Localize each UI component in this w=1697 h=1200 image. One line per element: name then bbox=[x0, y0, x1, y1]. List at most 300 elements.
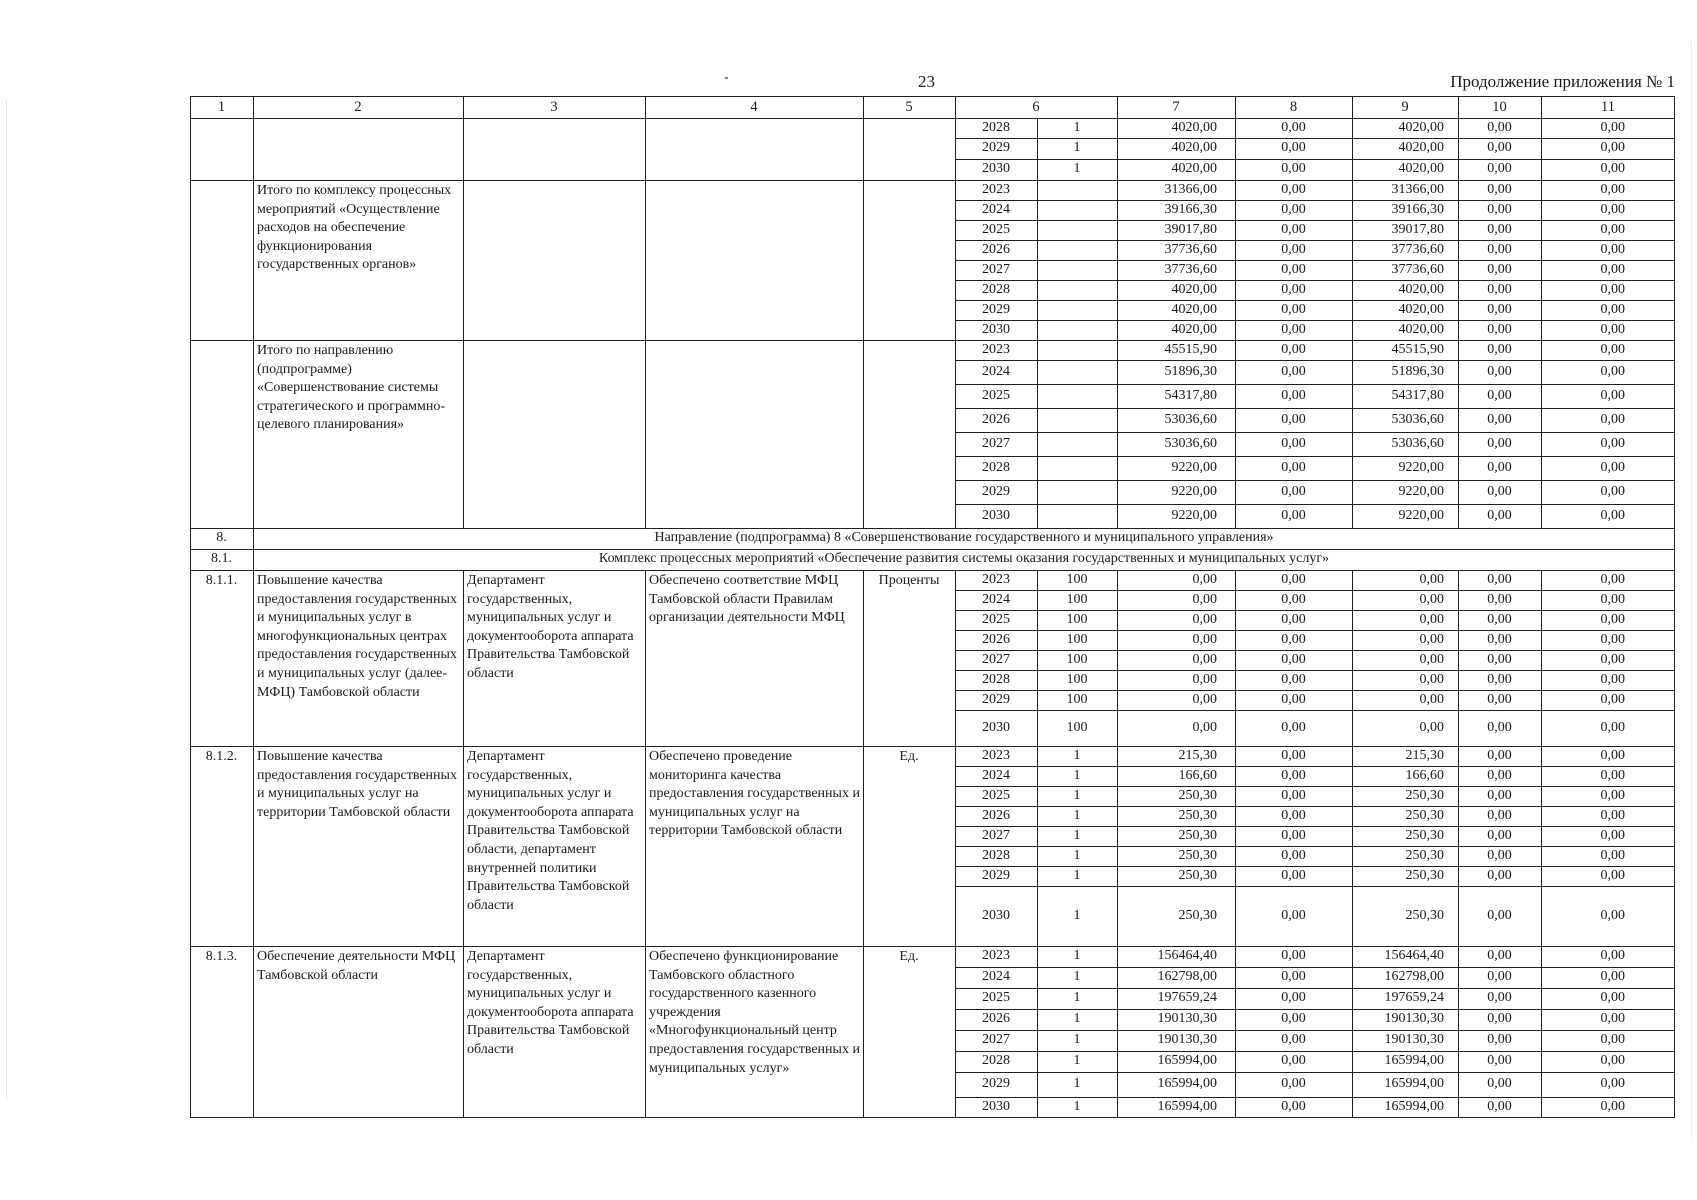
local-amount: 0,00 bbox=[1487, 507, 1512, 523]
total-amount: 0,00 bbox=[1192, 592, 1217, 607]
column-number-5: 5 bbox=[905, 99, 913, 115]
item-number: 8.1.1. bbox=[205, 573, 238, 588]
local-amount: 0,00 bbox=[1487, 612, 1512, 627]
other-amount: 0,00 bbox=[1600, 342, 1625, 357]
local-amount: 0,00 bbox=[1487, 828, 1512, 843]
year-row-rule bbox=[955, 886, 1675, 887]
other-amount: 0,00 bbox=[1600, 507, 1625, 523]
header-divider bbox=[1117, 96, 1118, 118]
regional-amount: 197659,24 bbox=[1384, 990, 1444, 1005]
total-amount: 162798,00 bbox=[1157, 969, 1217, 984]
column-number-11: 11 bbox=[1601, 99, 1615, 115]
local-amount: 0,00 bbox=[1487, 342, 1512, 357]
year-cell: 2023 bbox=[982, 748, 1010, 763]
year-cell: 2026 bbox=[982, 808, 1010, 823]
scan-margin-left bbox=[6, 100, 8, 1100]
federal-amount: 0,00 bbox=[1281, 202, 1306, 217]
federal-amount: 0,00 bbox=[1281, 262, 1306, 277]
federal-amount: 0,00 bbox=[1281, 612, 1306, 627]
indicator-value: 100 bbox=[1066, 632, 1088, 647]
federal-amount: 0,00 bbox=[1281, 848, 1306, 863]
column-rule bbox=[253, 746, 254, 946]
column-number-9: 9 bbox=[1401, 99, 1409, 115]
column-rule bbox=[253, 180, 254, 340]
total-amount: 190130,30 bbox=[1157, 1032, 1217, 1047]
year-cell: 2027 bbox=[982, 262, 1010, 277]
item-number: 8.1.2. bbox=[205, 749, 238, 764]
other-amount: 0,00 bbox=[1600, 990, 1625, 1005]
other-amount: 0,00 bbox=[1600, 140, 1625, 155]
regional-amount: 51896,30 bbox=[1391, 363, 1444, 379]
total-amount: 190130,30 bbox=[1157, 1011, 1217, 1026]
year-cell: 2023 bbox=[982, 342, 1010, 357]
total-amount: 0,00 bbox=[1192, 672, 1217, 687]
local-amount: 0,00 bbox=[1487, 808, 1512, 823]
local-amount: 0,00 bbox=[1487, 652, 1512, 667]
section-number: 8.1. bbox=[211, 551, 232, 566]
year-cell: 2030 bbox=[982, 1099, 1010, 1114]
total-amount: 39166,30 bbox=[1164, 202, 1217, 217]
year-cell: 2023 bbox=[982, 948, 1010, 963]
total-amount: 9220,00 bbox=[1171, 507, 1217, 523]
regional-amount: 250,30 bbox=[1405, 808, 1444, 823]
regional-amount: 250,30 bbox=[1405, 868, 1444, 883]
local-amount: 0,00 bbox=[1487, 1032, 1512, 1047]
federal-amount: 0,00 bbox=[1281, 652, 1306, 667]
regional-amount: 250,30 bbox=[1405, 907, 1444, 923]
header-divider bbox=[253, 96, 254, 118]
federal-amount: 0,00 bbox=[1281, 692, 1306, 707]
local-amount: 0,00 bbox=[1487, 161, 1512, 176]
year-cell: 2024 bbox=[982, 969, 1010, 984]
federal-amount: 0,00 bbox=[1281, 828, 1306, 843]
year-cell: 2030 bbox=[982, 161, 1010, 176]
regional-amount: 162798,00 bbox=[1384, 969, 1444, 984]
year-cell: 2026 bbox=[982, 1011, 1010, 1026]
total-amount: 4020,00 bbox=[1171, 140, 1217, 155]
total-amount: 0,00 bbox=[1192, 632, 1217, 647]
cell-divider bbox=[1037, 340, 1038, 360]
federal-amount: 0,00 bbox=[1281, 507, 1306, 523]
federal-amount: 0,00 bbox=[1281, 387, 1306, 403]
federal-amount: 0,00 bbox=[1281, 969, 1306, 984]
item-responsible: Департамент государственных, муниципальных услуг и документооборота аппарата Правительства Тамбовской области bbox=[467, 573, 634, 681]
year-cell: 2028 bbox=[982, 120, 1010, 135]
regional-amount: 4020,00 bbox=[1398, 302, 1444, 317]
year-cell: 2029 bbox=[982, 692, 1010, 707]
column-number-3: 3 bbox=[550, 99, 558, 115]
federal-amount: 0,00 bbox=[1281, 1032, 1306, 1047]
local-amount: 0,00 bbox=[1487, 483, 1512, 499]
federal-amount: 0,00 bbox=[1281, 182, 1306, 197]
item-name: Повышение качества предоставления государственных и муниципальных услуг в многофункциональных центрах предоставления государственных и муниципальных услуг (далее- МФЦ) Тамбовской области bbox=[257, 573, 457, 700]
indicator-value: 1 bbox=[1073, 907, 1081, 923]
year-row-rule bbox=[955, 432, 1675, 433]
other-amount: 0,00 bbox=[1600, 161, 1625, 176]
column-number-1: 1 bbox=[217, 99, 226, 115]
indicator-value: 100 bbox=[1066, 672, 1088, 687]
regional-amount: 9220,00 bbox=[1398, 507, 1444, 523]
indicator-value: 1 bbox=[1073, 969, 1081, 984]
local-amount: 0,00 bbox=[1487, 411, 1512, 427]
column-rule bbox=[863, 118, 864, 180]
local-amount: 0,00 bbox=[1487, 322, 1512, 337]
column-rule bbox=[1674, 340, 1675, 528]
indicator-value: 1 bbox=[1073, 1076, 1081, 1091]
regional-amount: 165994,00 bbox=[1384, 1053, 1444, 1068]
column-rule bbox=[863, 180, 864, 340]
regional-amount: 54317,80 bbox=[1391, 387, 1444, 403]
column-rule bbox=[1674, 570, 1675, 746]
total-amount: 4020,00 bbox=[1171, 120, 1217, 135]
other-amount: 0,00 bbox=[1600, 242, 1625, 257]
federal-amount: 0,00 bbox=[1281, 161, 1306, 176]
header-divider bbox=[1458, 96, 1459, 118]
local-amount: 0,00 bbox=[1487, 387, 1512, 403]
regional-amount: 4020,00 bbox=[1398, 161, 1444, 176]
indicator-value: 1 bbox=[1073, 828, 1081, 843]
page-number: 23 bbox=[918, 72, 935, 91]
year-cell: 2025 bbox=[982, 788, 1010, 803]
local-amount: 0,00 bbox=[1487, 692, 1512, 707]
cell-divider bbox=[1037, 480, 1038, 504]
total-amount: 166,60 bbox=[1178, 768, 1217, 783]
indicator-value: 1 bbox=[1073, 748, 1081, 763]
local-amount: 0,00 bbox=[1487, 1099, 1512, 1114]
other-amount: 0,00 bbox=[1600, 459, 1625, 475]
indicator-value: 100 bbox=[1066, 612, 1088, 627]
column-rule bbox=[863, 570, 864, 746]
total-amount: 165994,00 bbox=[1157, 1099, 1217, 1114]
regional-amount: 45515,90 bbox=[1391, 342, 1444, 357]
other-amount: 0,00 bbox=[1600, 435, 1625, 451]
year-cell: 2030 bbox=[982, 907, 1010, 923]
indicator-value: 1 bbox=[1073, 161, 1081, 176]
regional-amount: 0,00 bbox=[1419, 672, 1444, 687]
item-unit: Ед. bbox=[899, 949, 919, 964]
other-amount: 0,00 bbox=[1600, 828, 1625, 843]
item-number: 8.1.3. bbox=[205, 949, 238, 964]
other-amount: 0,00 bbox=[1600, 483, 1625, 499]
local-amount: 0,00 bbox=[1487, 948, 1512, 963]
other-amount: 0,00 bbox=[1600, 262, 1625, 277]
column-rule bbox=[190, 570, 191, 746]
year-cell: 2028 bbox=[982, 459, 1010, 475]
regional-amount: 0,00 bbox=[1419, 652, 1444, 667]
regional-amount: 165994,00 bbox=[1384, 1099, 1444, 1114]
regional-amount: 53036,60 bbox=[1391, 435, 1444, 451]
year-cell: 2030 bbox=[982, 507, 1010, 523]
indicator-value: 1 bbox=[1073, 848, 1081, 863]
regional-amount: 250,30 bbox=[1405, 788, 1444, 803]
section-title: Направление (подпрограмма) 8 «Совершенствование государственного и муниципального управления» bbox=[654, 530, 1274, 545]
indicator-value: 1 bbox=[1073, 990, 1081, 1005]
header-divider bbox=[1352, 96, 1353, 118]
item-responsible: Департамент государственных, муниципальных услуг и документооборота аппарата Правительства Тамбовской области, департамент внутренней политики Правительства Тамбовской области bbox=[467, 749, 634, 913]
total-amount: 54317,80 bbox=[1164, 387, 1217, 403]
regional-amount: 0,00 bbox=[1419, 632, 1444, 647]
cell-divider bbox=[1037, 320, 1038, 340]
year-cell: 2029 bbox=[982, 868, 1010, 883]
other-amount: 0,00 bbox=[1600, 1032, 1625, 1047]
item-result: Обеспечено функционирование Тамбовского областного государственного казенного учреждения «Многофункциональный центр предоставления государственных и муниципальных услуг» bbox=[649, 949, 860, 1076]
year-cell: 2025 bbox=[982, 990, 1010, 1005]
local-amount: 0,00 bbox=[1487, 242, 1512, 257]
column-rule bbox=[190, 946, 191, 1117]
year-cell: 2027 bbox=[982, 1032, 1010, 1047]
federal-amount: 0,00 bbox=[1281, 1053, 1306, 1068]
other-amount: 0,00 bbox=[1600, 302, 1625, 317]
item-name: Повышение качества предоставления государственных и муниципальных услуг на территории Тамбовской области bbox=[257, 749, 457, 820]
header-divider bbox=[645, 96, 646, 118]
federal-amount: 0,00 bbox=[1281, 868, 1306, 883]
item-result: Обеспечено соответствие МФЦ Тамбовской области Правилам организации деятельности МФЦ bbox=[649, 573, 845, 626]
regional-amount: 190130,30 bbox=[1384, 1011, 1444, 1026]
federal-amount: 0,00 bbox=[1281, 363, 1306, 379]
column-rule bbox=[645, 118, 646, 180]
column-rule bbox=[190, 746, 191, 946]
year-cell: 2028 bbox=[982, 672, 1010, 687]
other-amount: 0,00 bbox=[1600, 363, 1625, 379]
column-rule bbox=[463, 570, 464, 746]
indicator-value: 1 bbox=[1073, 788, 1081, 803]
total-amount: 4020,00 bbox=[1171, 161, 1217, 176]
local-amount: 0,00 bbox=[1487, 868, 1512, 883]
other-amount: 0,00 bbox=[1600, 1011, 1625, 1026]
scan-margin-right bbox=[1691, 40, 1693, 1140]
local-amount: 0,00 bbox=[1487, 672, 1512, 687]
year-cell: 2029 bbox=[982, 140, 1010, 155]
total-amount: 215,30 bbox=[1178, 748, 1217, 763]
indicator-value: 1 bbox=[1073, 140, 1081, 155]
column-rule bbox=[253, 570, 254, 746]
column-rule bbox=[1674, 946, 1675, 1117]
year-cell: 2028 bbox=[982, 282, 1010, 297]
year-cell: 2028 bbox=[982, 1053, 1010, 1068]
local-amount: 0,00 bbox=[1487, 302, 1512, 317]
other-amount: 0,00 bbox=[1600, 969, 1625, 984]
column-rule bbox=[253, 946, 254, 1117]
item-unit: Проценты bbox=[878, 573, 940, 588]
federal-amount: 0,00 bbox=[1281, 632, 1306, 647]
item-name: Итого по комплексу процессных мероприятий «Осуществление расходов на обеспечение функционирования государственных органов» bbox=[257, 183, 452, 273]
total-amount: 250,30 bbox=[1178, 868, 1217, 883]
federal-amount: 0,00 bbox=[1281, 459, 1306, 475]
year-row-rule bbox=[955, 480, 1675, 481]
local-amount: 0,00 bbox=[1487, 1076, 1512, 1091]
indicator-value: 1 bbox=[1073, 1011, 1081, 1026]
federal-amount: 0,00 bbox=[1281, 788, 1306, 803]
federal-amount: 0,00 bbox=[1281, 948, 1306, 963]
header-divider bbox=[190, 96, 191, 118]
local-amount: 0,00 bbox=[1487, 907, 1512, 923]
cell-divider bbox=[1037, 180, 1038, 200]
federal-amount: 0,00 bbox=[1281, 1099, 1306, 1114]
other-amount: 0,00 bbox=[1600, 387, 1625, 403]
regional-amount: 250,30 bbox=[1405, 848, 1444, 863]
column-number-2: 2 bbox=[354, 99, 362, 115]
other-amount: 0,00 bbox=[1600, 222, 1625, 237]
indicator-value: 100 bbox=[1066, 719, 1088, 735]
cell-divider bbox=[1037, 280, 1038, 300]
cell-divider bbox=[1037, 432, 1038, 456]
header-divider bbox=[863, 96, 864, 118]
budget-table bbox=[190, 96, 1675, 1170]
year-cell: 2030 bbox=[982, 322, 1010, 337]
total-amount: 250,30 bbox=[1178, 808, 1217, 823]
other-amount: 0,00 bbox=[1600, 612, 1625, 627]
total-amount: 9220,00 bbox=[1171, 483, 1217, 499]
federal-amount: 0,00 bbox=[1281, 1076, 1306, 1091]
total-amount: 37736,60 bbox=[1164, 262, 1217, 277]
local-amount: 0,00 bbox=[1487, 222, 1512, 237]
federal-amount: 0,00 bbox=[1281, 322, 1306, 337]
column-rule bbox=[463, 746, 464, 946]
local-amount: 0,00 bbox=[1487, 435, 1512, 451]
regional-amount: 250,30 bbox=[1405, 828, 1444, 843]
year-row-rule bbox=[955, 360, 1675, 361]
total-amount: 31366,00 bbox=[1164, 182, 1217, 197]
header-divider bbox=[1541, 96, 1542, 118]
other-amount: 0,00 bbox=[1600, 282, 1625, 297]
regional-amount: 37736,60 bbox=[1391, 262, 1444, 277]
regional-amount: 215,30 bbox=[1405, 748, 1444, 763]
regional-amount: 4020,00 bbox=[1398, 322, 1444, 337]
local-amount: 0,00 bbox=[1487, 1011, 1512, 1026]
column-rule bbox=[253, 118, 254, 180]
local-amount: 0,00 bbox=[1487, 632, 1512, 647]
total-amount: 0,00 bbox=[1192, 572, 1217, 587]
column-number-7: 7 bbox=[1172, 99, 1180, 115]
year-cell: 2027 bbox=[982, 828, 1010, 843]
year-cell: 2024 bbox=[982, 363, 1010, 379]
regional-amount: 31366,00 bbox=[1391, 182, 1444, 197]
total-amount: 4020,00 bbox=[1171, 282, 1217, 297]
local-amount: 0,00 bbox=[1487, 592, 1512, 607]
local-amount: 0,00 bbox=[1487, 262, 1512, 277]
indicator-value: 100 bbox=[1066, 592, 1088, 607]
header-divider bbox=[1674, 96, 1675, 118]
regional-amount: 156464,40 bbox=[1384, 948, 1444, 963]
year-cell: 2025 bbox=[982, 387, 1010, 403]
column-rule bbox=[463, 946, 464, 1117]
column-rule bbox=[645, 180, 646, 340]
federal-amount: 0,00 bbox=[1281, 592, 1306, 607]
total-amount: 9220,00 bbox=[1171, 459, 1217, 475]
federal-amount: 0,00 bbox=[1281, 242, 1306, 257]
regional-amount: 0,00 bbox=[1419, 612, 1444, 627]
regional-amount: 39166,30 bbox=[1391, 202, 1444, 217]
year-row-rule bbox=[955, 504, 1675, 505]
indicator-value: 1 bbox=[1073, 808, 1081, 823]
year-cell: 2028 bbox=[982, 848, 1010, 863]
federal-amount: 0,00 bbox=[1281, 748, 1306, 763]
other-amount: 0,00 bbox=[1600, 202, 1625, 217]
column-rule bbox=[645, 946, 646, 1117]
total-amount: 51896,30 bbox=[1164, 363, 1217, 379]
other-amount: 0,00 bbox=[1600, 948, 1625, 963]
other-amount: 0,00 bbox=[1600, 868, 1625, 883]
federal-amount: 0,00 bbox=[1281, 302, 1306, 317]
other-amount: 0,00 bbox=[1600, 808, 1625, 823]
regional-amount: 0,00 bbox=[1419, 719, 1444, 735]
header-divider bbox=[463, 96, 464, 118]
cell-divider bbox=[1037, 300, 1038, 320]
regional-amount: 39017,80 bbox=[1391, 222, 1444, 237]
regional-amount: 37736,60 bbox=[1391, 242, 1444, 257]
cell-divider bbox=[1037, 360, 1038, 384]
indicator-value: 1 bbox=[1073, 868, 1081, 883]
section-title: Комплекс процессных мероприятий «Обеспечение развития системы оказания государственных и муниципальных услуг» bbox=[598, 551, 1330, 566]
column-number-6: 6 bbox=[1032, 99, 1040, 115]
indicator-value: 1 bbox=[1073, 1099, 1081, 1114]
local-amount: 0,00 bbox=[1487, 848, 1512, 863]
local-amount: 0,00 bbox=[1487, 572, 1512, 587]
other-amount: 0,00 bbox=[1600, 1053, 1625, 1068]
total-amount: 156464,40 bbox=[1157, 948, 1217, 963]
column-rule bbox=[463, 180, 464, 340]
year-row-rule bbox=[955, 710, 1675, 711]
year-cell: 2024 bbox=[982, 202, 1010, 217]
total-amount: 53036,60 bbox=[1164, 411, 1217, 427]
regional-amount: 4020,00 bbox=[1398, 140, 1444, 155]
total-amount: 37736,60 bbox=[1164, 242, 1217, 257]
year-cell: 2030 bbox=[982, 719, 1010, 735]
federal-amount: 0,00 bbox=[1281, 120, 1306, 135]
regional-amount: 9220,00 bbox=[1398, 459, 1444, 475]
indicator-value: 1 bbox=[1073, 1053, 1081, 1068]
federal-amount: 0,00 bbox=[1281, 411, 1306, 427]
year-cell: 2026 bbox=[982, 242, 1010, 257]
total-amount: 39017,80 bbox=[1164, 222, 1217, 237]
total-amount: 53036,60 bbox=[1164, 435, 1217, 451]
item-name: Итого по направлению (подпрограмме) «Совершенствование системы стратегического и программно-целевого планирования» bbox=[257, 343, 446, 433]
local-amount: 0,00 bbox=[1487, 719, 1512, 735]
regional-amount: 190130,30 bbox=[1384, 1032, 1444, 1047]
local-amount: 0,00 bbox=[1487, 1053, 1512, 1068]
year-cell: 2029 bbox=[982, 1076, 1010, 1091]
total-amount: 0,00 bbox=[1192, 719, 1217, 735]
local-amount: 0,00 bbox=[1487, 768, 1512, 783]
total-amount: 4020,00 bbox=[1171, 302, 1217, 317]
other-amount: 0,00 bbox=[1600, 120, 1625, 135]
total-amount: 0,00 bbox=[1192, 612, 1217, 627]
year-cell: 2026 bbox=[982, 411, 1010, 427]
local-amount: 0,00 bbox=[1487, 282, 1512, 297]
column-rule bbox=[1674, 118, 1675, 180]
regional-amount: 166,60 bbox=[1405, 768, 1444, 783]
column-rule bbox=[863, 746, 864, 946]
other-amount: 0,00 bbox=[1600, 1076, 1625, 1091]
year-row-rule bbox=[955, 408, 1675, 409]
cell-divider bbox=[1037, 408, 1038, 432]
federal-amount: 0,00 bbox=[1281, 768, 1306, 783]
column-rule bbox=[463, 118, 464, 180]
other-amount: 0,00 bbox=[1600, 1099, 1625, 1114]
year-cell: 2029 bbox=[982, 483, 1010, 499]
column-rule bbox=[463, 340, 464, 528]
local-amount: 0,00 bbox=[1487, 459, 1512, 475]
year-cell: 2023 bbox=[982, 572, 1010, 587]
stray-mark: - bbox=[724, 70, 729, 85]
total-amount: 45515,90 bbox=[1164, 342, 1217, 357]
other-amount: 0,00 bbox=[1600, 907, 1625, 923]
federal-amount: 0,00 bbox=[1281, 435, 1306, 451]
header-bottom-rule bbox=[190, 118, 1675, 119]
column-rule bbox=[190, 180, 191, 340]
federal-amount: 0,00 bbox=[1281, 719, 1306, 735]
total-amount: 0,00 bbox=[1192, 652, 1217, 667]
